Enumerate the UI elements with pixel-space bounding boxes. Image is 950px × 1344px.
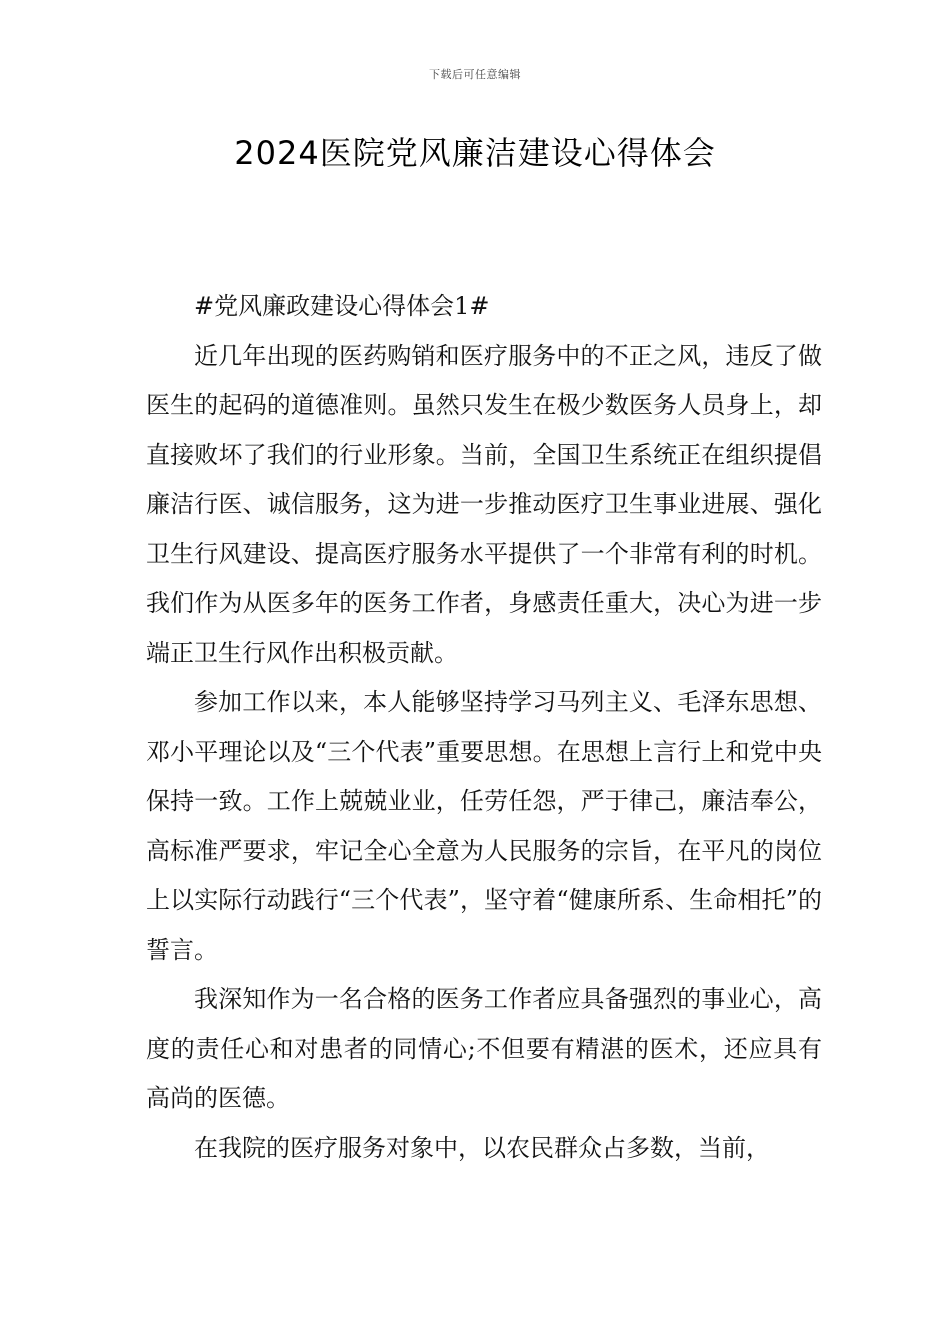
- paragraph: 参加工作以来，本人能够坚持学习马列主义、毛泽东思想、邓小平理论以及“三个代表”重要思想。在思想上言行上和党中央保持一致。工作上兢兢业业，任劳任怨，严于律己，廉洁奉公，高标准严要求，牢记全心全意为人民服务的宗旨，在平凡的岗位上以实际行动践行“三个代表”，坚守着“健康所系、生命相托”的誓言。: [146, 688, 822, 964]
- document-body: [146, 282, 822, 1173]
- paragraph: 在我院的医疗服务对象中，以农民群众占多数，当前，: [194, 1133, 770, 1162]
- header-note: 下载后可任意编辑: [429, 68, 521, 81]
- section-heading: #党风廉政建设心得体会1#: [194, 292, 490, 320]
- paragraph: 近几年出现的医药购销和医疗服务中的不正之风，违反了做医生的起码的道德准则。虽然只发生在极少数医务人员身上，却直接败坏了我们的行业形象。当前，全国卫生系统正在组织提倡廉洁行医、诚信服务，这为进一步推动医疗卫生事业进展、强化卫生行风建设、提高医疗服务水平提供了一个非常有利的时机。我们作为从医多年的医务工作者，身感责任重大，决心为进一步端正卫生行风作出积极贡献。: [146, 341, 822, 667]
- paragraph: 我深知作为一名合格的医务工作者应具备强烈的事业心，高度的责任心和对患者的同情心;不但要有精湛的医术，还应具有高尚的医德。: [146, 985, 822, 1112]
- document-title: 2024医院党风廉洁建设心得体会: [234, 134, 716, 172]
